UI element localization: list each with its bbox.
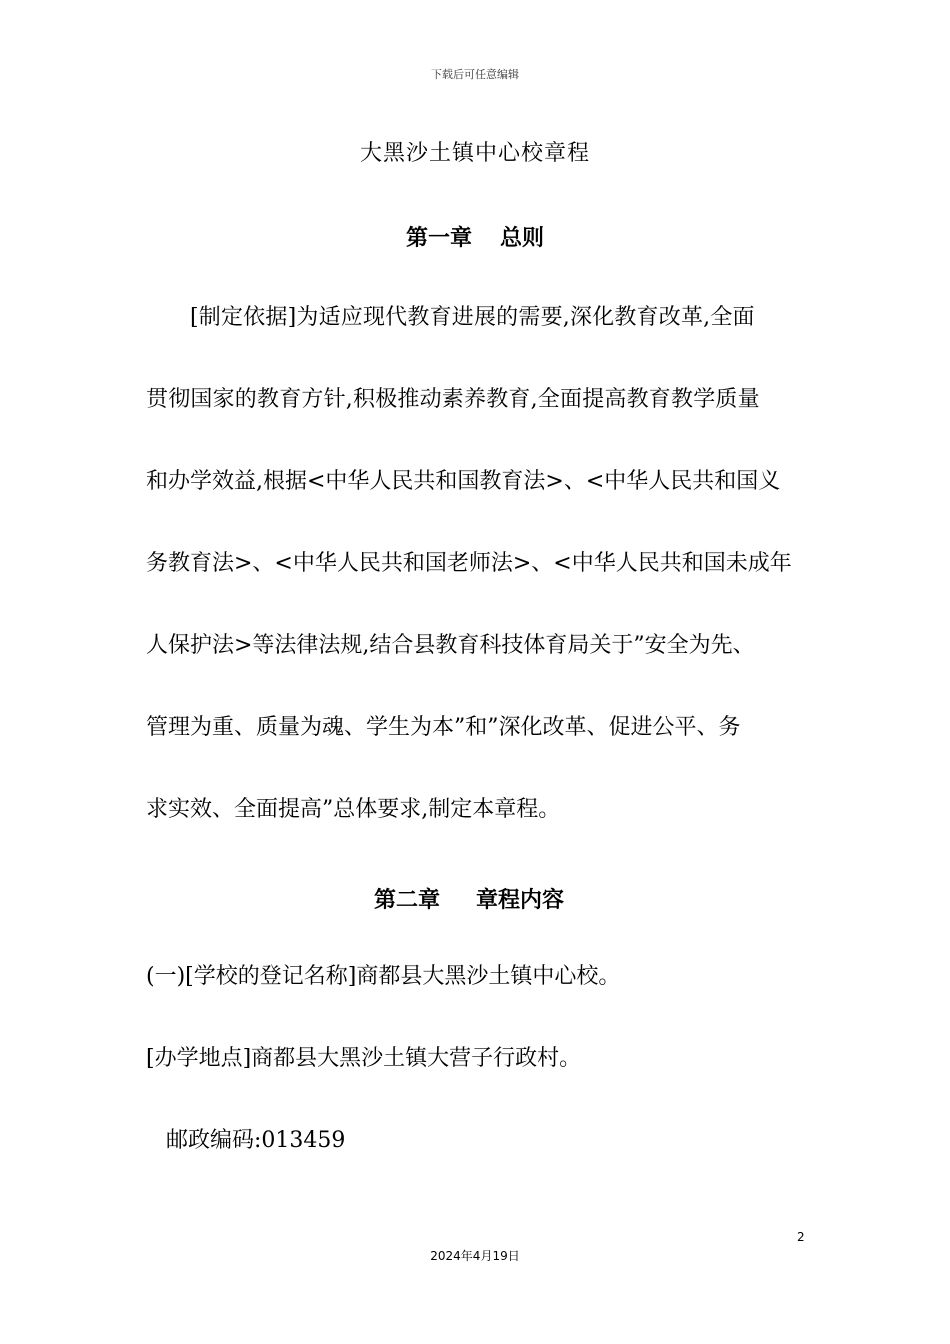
document-title: 大黑沙土镇中心校章程: [359, 141, 590, 166]
school-location-item: [办学地点]商都县大黑沙土镇大营子行政村。: [146, 1046, 582, 1071]
paragraph-line: 贯彻国家的教育方针,积极推动素养教育,全面提高教育教学质量: [146, 387, 760, 412]
footer-date: 2024年4月19日: [430, 1249, 520, 1263]
postal-code-item: 邮政编码:013459: [166, 1128, 346, 1153]
paragraph-line: 和办学效益,根据<中华人民共和国教育法>、<中华人民共和国义: [146, 469, 781, 494]
chapter-2-heading: [0, 883, 944, 914]
chapter-1-heading: [0, 221, 950, 252]
chapter-2-number: 第二章: [373, 888, 440, 913]
chapter-1-name: 总则: [500, 226, 545, 251]
paragraph-line: 人保护法>等法律法规,结合县教育科技体育局关于”安全为先、: [146, 633, 755, 658]
paragraph-line: 务教育法>、<中华人民共和国老师法>、<中华人民共和国未成年: [146, 551, 792, 576]
registered-name-item: (一)[学校的登记名称]商都县大黑沙土镇中心校。: [146, 964, 621, 989]
paragraph-line: 管理为重、质量为魂、学生为本”和”深化改革、促进公平、务: [146, 715, 741, 740]
paragraph-line: [制定依据]为适应现代教育进展的需要,深化教育改革,全面: [190, 305, 755, 330]
paragraph-line: 求实效、全面提高”总体要求,制定本章程。: [146, 797, 561, 822]
chapter-1-number: 第一章: [405, 226, 472, 251]
header-note: 下载后可任意编辑: [431, 68, 519, 81]
chapter-2-name: 章程内容: [476, 888, 565, 913]
page-number: 2: [797, 1230, 805, 1244]
